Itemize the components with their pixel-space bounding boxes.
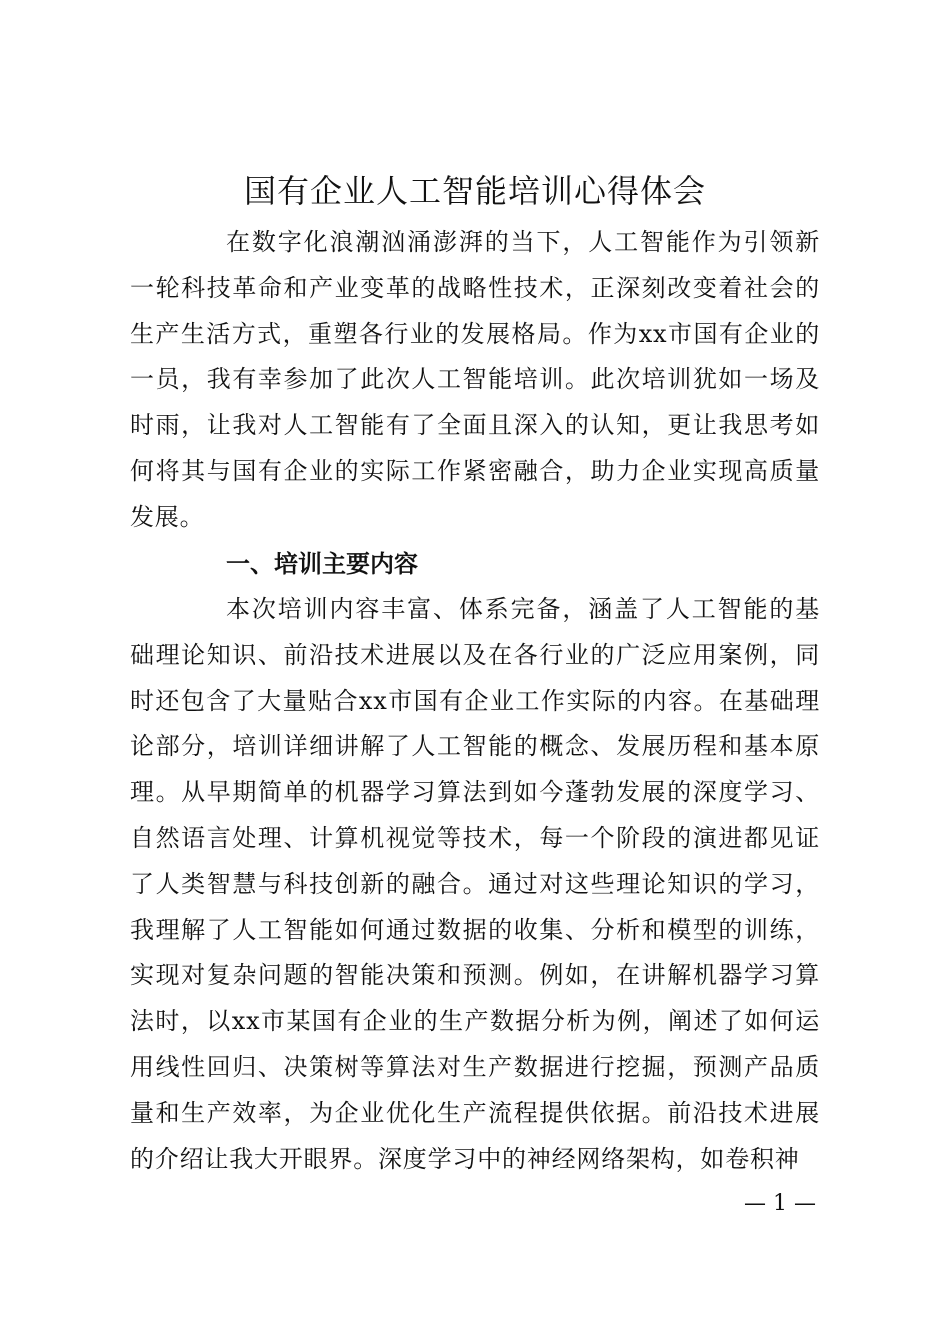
training-content-section xyxy=(130,587,820,1182)
section-heading: 一、培训主要内容 xyxy=(226,550,418,578)
document-title: 国有企业人工智能培训心得体会 xyxy=(243,172,706,210)
intro-section xyxy=(130,220,820,541)
page-number: — 1 — xyxy=(744,1191,816,1216)
training-content-paragraph: 本次培训内容丰富、体系完备，涵盖了人工智能的基础理论知识、前沿技术进展以及在各行业的广泛应用案例，同时还包含了大量贴合xx市国有企业工作实际的内容。在基础理论部分，培训详细讲解了人工智能的概念、发展历程和基本原理。从早期简单的机器学习算法到如今蓬勃发展的深度学习、自然语言处理、计算机视觉等技术，每一个阶段的演进都见证了人类智慧与科技创新的融合。通过对这些理论知识的学习，我理解了人工智能如何通过数据的收集、分析和模型的训练，实现对复杂问题的智能决策和预测。例如，在讲解机器学习算法时，以xx市某国有企业的生产数据分析为例，阐述了如何运用线性回归、决策树等算法对生产数据进行挖掘，预测产品质量和生产效率，为企业优化生产流程提供依据。前沿技术进展的介绍让我大开眼界。深度学习中的神经网络架构，如卷积神 xyxy=(130,595,820,1173)
intro-paragraph: 在数字化浪潮汹涌澎湃的当下，人工智能作为引领新一轮科技革命和产业变革的战略性技术，正深刻改变着社会的生产生活方式，重塑各行业的发展格局。作为xx市国有企业的一员，我有幸参加了此次人工智能培训。此次培训犹如一场及时雨，让我对人工智能有了全面且深入的认知，更让我思考如何将其与国有企业的实际工作紧密融合，助力企业实现高质量发展。 xyxy=(130,228,820,531)
